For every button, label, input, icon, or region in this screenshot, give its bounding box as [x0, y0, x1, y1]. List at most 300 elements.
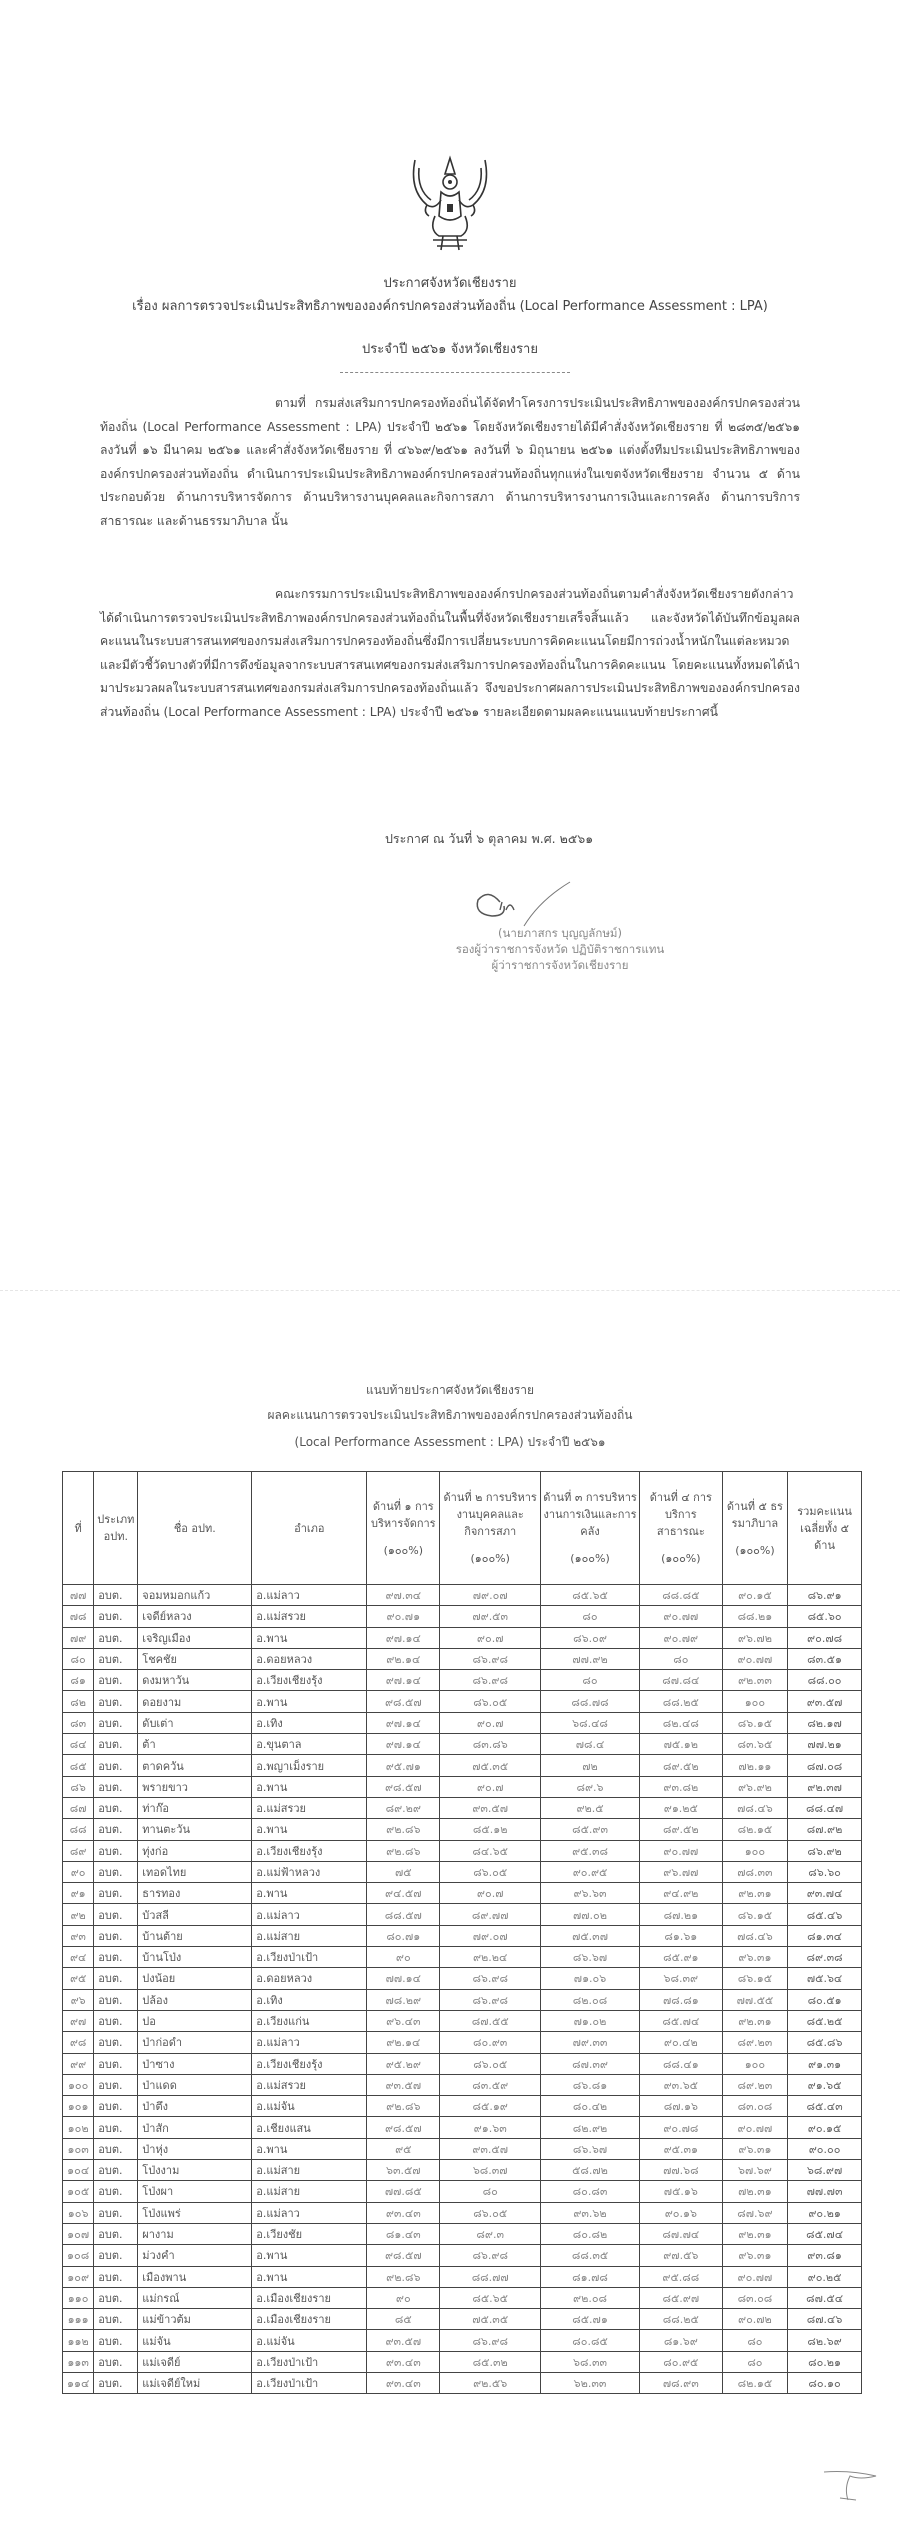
cell-d1: ๙๓.๕๗ — [367, 2074, 440, 2095]
cell-avg: ๙๐.๗๘ — [788, 1627, 862, 1648]
cell-d3: ๘๐ — [541, 1670, 640, 1691]
header-d3-label: ด้านที่ ๓ การบริหารงานการเงินและการคลัง — [543, 1491, 637, 1538]
cell-no: ๑๐๕ — [63, 2181, 94, 2202]
cell-d1: ๙๘.๕๗ — [367, 2117, 440, 2138]
cell-d2: ๘๖.๙๘ — [440, 2330, 541, 2351]
year-line: ประจำปี ๒๕๖๑ จังหวัดเชียงราย — [362, 342, 538, 357]
cell-d4: ๘๑.๖๑ — [639, 1925, 722, 1946]
cell-d3: ๙๐.๙๕ — [541, 1861, 640, 1882]
cell-d1: ๗๗.๘๕ — [367, 2181, 440, 2202]
cell-d2: ๘๖.๙๘ — [440, 1968, 541, 1989]
cell-no: ๘๒ — [63, 1691, 94, 1712]
cell-type: อบต. — [94, 2287, 138, 2308]
cell-no: ๙๔ — [63, 1947, 94, 1968]
cell-no: ๙๗ — [63, 2010, 94, 2031]
cell-d5: ๘๐ — [722, 2330, 787, 2351]
cell-type: อบต. — [94, 2202, 138, 2223]
cell-district: อ.เชียงแสน — [252, 2117, 367, 2138]
cell-name: โป่งผา — [138, 2181, 252, 2202]
cell-d3: ๘๘.๗๘ — [541, 1691, 640, 1712]
cell-district: อ.เมืองเชียงราย — [252, 2309, 367, 2330]
cell-d2: ๙๒.๒๔ — [440, 1947, 541, 1968]
cell-district: อ.แม่สาย — [252, 1925, 367, 1946]
cell-d3: ๘๕.๗๑ — [541, 2309, 640, 2330]
cell-district: อ.เวียงป่าเป้า — [252, 1947, 367, 1968]
cell-d3: ๘๐.๘๒ — [541, 2223, 640, 2244]
cell-name: ดอยงาม — [138, 1691, 252, 1712]
cell-d5: ๘๙.๒๓ — [722, 2032, 787, 2053]
issuer-title: ประกาศจังหวัดเชียงราย — [383, 276, 517, 291]
cell-d5: ๑๐๐ — [722, 1840, 787, 1861]
cell-avg: ๘๖.๙๑ — [788, 1585, 862, 1606]
cell-name: โป่งงาม — [138, 2160, 252, 2181]
signature-block — [440, 925, 680, 973]
cell-d2: ๘๖.๙๘ — [440, 2245, 541, 2266]
cell-d2: ๙๓.๕๗ — [440, 1797, 541, 1818]
cell-d5: ๙๖.๗๒ — [722, 1627, 787, 1648]
cell-d2: ๘๓.๕๙ — [440, 2074, 541, 2095]
cell-d3: ๘๐ — [541, 1606, 640, 1627]
cell-d3: ๙๒.๐๘ — [541, 2287, 640, 2308]
cell-d1: ๗๗.๑๔ — [367, 1968, 440, 1989]
header-d4 — [639, 1472, 722, 1585]
announcement-date: ประกาศ ณ วันที่ ๖ ตุลาคม พ.ศ. ๒๕๖๑ — [385, 831, 594, 846]
signer-position-2: ผู้ว่าราชการจังหวัดเชียงราย — [491, 958, 629, 972]
header-d5-label: ด้านที่ ๕ ธรรมาภิบาล — [726, 1499, 783, 1530]
cell-no: ๑๐๒ — [63, 2117, 94, 2138]
cell-avg: ๘๓.๕๑ — [788, 1648, 862, 1669]
cell-district: อ.พาน — [252, 2245, 367, 2266]
table-row — [63, 2330, 862, 2351]
table-row — [63, 2181, 862, 2202]
cell-district: อ.พาน — [252, 1776, 367, 1797]
cell-name: โป่งแพร่ — [138, 2202, 252, 2223]
cell-d4: ๗๘.๘๑ — [639, 1989, 722, 2010]
cell-d5: ๙๐.๑๕ — [722, 1585, 787, 1606]
cell-d3: ๖๘.๔๘ — [541, 1712, 640, 1733]
cell-d3: ๘๕.๖๕ — [541, 1585, 640, 1606]
table-row — [63, 1840, 862, 1861]
cell-type: อบต. — [94, 1819, 138, 1840]
cell-name: แม่กรณ์ — [138, 2287, 252, 2308]
cell-no: ๙๓ — [63, 1925, 94, 1946]
cell-type: อบต. — [94, 2181, 138, 2202]
cell-d2: ๗๙.๐๗ — [440, 1925, 541, 1946]
table-row — [63, 1670, 862, 1691]
cell-d3: ๘๐.๘๕ — [541, 2330, 640, 2351]
cell-d5: ๙๖.๓๑ — [722, 2138, 787, 2159]
cell-d3: ๗๒ — [541, 1755, 640, 1776]
cell-avg: ๘๘.๐๐ — [788, 1670, 862, 1691]
cell-d4: ๘๙.๕๒ — [639, 1819, 722, 1840]
cell-type: อบต. — [94, 2053, 138, 2074]
table-row — [63, 1691, 862, 1712]
cell-district: อ.แม่สรวย — [252, 1797, 367, 1818]
table-row — [63, 2074, 862, 2095]
cell-district: อ.พาน — [252, 2266, 367, 2287]
table-row — [63, 2351, 862, 2372]
cell-d3: ๗๑.๐๒ — [541, 2010, 640, 2031]
cell-name: ป่าสัก — [138, 2117, 252, 2138]
cell-district: อ.ดอยหลวง — [252, 1968, 367, 1989]
cell-d4: ๙๓.๖๕ — [639, 2074, 722, 2095]
cell-district: อ.แม่สรวย — [252, 2074, 367, 2095]
cell-district: อ.เวียงเชียงรุ้ง — [252, 1670, 367, 1691]
cell-avg: ๘๐.๑๐ — [788, 2372, 862, 2393]
cell-d4: ๙๐.๗๙ — [639, 1627, 722, 1648]
cell-d1: ๘๐.๗๑ — [367, 1925, 440, 1946]
cell-avg: ๘๗.๙๒ — [788, 1819, 862, 1840]
cell-avg: ๘๖.๙๒ — [788, 1840, 862, 1861]
cell-d3: ๘๖.๖๗ — [541, 1947, 640, 1968]
cell-district: อ.แม่สาย — [252, 2181, 367, 2202]
table-row — [63, 2223, 862, 2244]
cell-d1: ๙๘.๕๗ — [367, 1691, 440, 1712]
cell-d4: ๘๕.๗๔ — [639, 2010, 722, 2031]
cell-name: แม่เจดีย์ — [138, 2351, 252, 2372]
cell-district: อ.เวียงเชียงรุ้ง — [252, 1840, 367, 1861]
cell-type: อบต. — [94, 1648, 138, 1669]
cell-no: ๑๑๑ — [63, 2309, 94, 2330]
cell-d5: ๘๓.๖๕ — [722, 1734, 787, 1755]
cell-d5: ๗๗.๕๕ — [722, 1989, 787, 2010]
cell-avg: ๘๐.๒๑ — [788, 2351, 862, 2372]
cell-name: บ้านโป่ง — [138, 1947, 252, 1968]
cell-type: อบต. — [94, 1734, 138, 1755]
cell-no: ๑๐๗ — [63, 2223, 94, 2244]
cell-d5: ๗๘.๔๖ — [722, 1797, 787, 1818]
table-row — [63, 2032, 862, 2053]
cell-name: ท่าก๊อ — [138, 1797, 252, 1818]
cell-d2: ๘๕.๖๕ — [440, 2287, 541, 2308]
cell-d1: ๘๑.๔๓ — [367, 2223, 440, 2244]
table-row — [63, 1989, 862, 2010]
cell-type: อบต. — [94, 1627, 138, 1648]
cell-d1: ๙๐ — [367, 2287, 440, 2308]
cell-d5: ๗๘.๔๖ — [722, 1925, 787, 1946]
cell-d3: ๗๑.๐๖ — [541, 1968, 640, 1989]
cell-d3: ๙๒.๕ — [541, 1797, 640, 1818]
scores-table — [62, 1471, 862, 2394]
cell-d2: ๘๕.๑๙ — [440, 2096, 541, 2117]
cell-d5: ๙๐.๗๗ — [722, 2117, 787, 2138]
table-row — [63, 2309, 862, 2330]
cell-d4: ๘๘.๘๕ — [639, 1585, 722, 1606]
cell-district: อ.ดอยหลวง — [252, 1648, 367, 1669]
table-row — [63, 1648, 862, 1669]
cell-d2: ๘๕.๓๒ — [440, 2351, 541, 2372]
cell-no: ๑๑๐ — [63, 2287, 94, 2308]
cell-d4: ๙๖.๗๗ — [639, 1861, 722, 1882]
cell-no: ๑๑๓ — [63, 2351, 94, 2372]
cell-d4: ๖๘.๓๙ — [639, 1968, 722, 1989]
cell-d3: ๗๗.๙๒ — [541, 1648, 640, 1669]
cell-d1: ๖๓.๕๗ — [367, 2160, 440, 2181]
cell-district: อ.แม่ลาว — [252, 2202, 367, 2223]
cell-d2: ๗๕.๓๕ — [440, 2309, 541, 2330]
table-row — [63, 2245, 862, 2266]
cell-avg: ๘๙.๓๘ — [788, 1947, 862, 1968]
cell-d2: ๙๑.๖๓ — [440, 2117, 541, 2138]
cell-name: ดงมหาวัน — [138, 1670, 252, 1691]
cell-d5: ๘๓.๐๘ — [722, 2287, 787, 2308]
cell-d2: ๖๘.๓๗ — [440, 2160, 541, 2181]
cell-district: อ.พาน — [252, 1627, 367, 1648]
cell-d4: ๗๕.๑๒ — [639, 1734, 722, 1755]
cell-d2: ๘๕.๑๒ — [440, 1819, 541, 1840]
cell-type: อบต. — [94, 1670, 138, 1691]
cell-d5: ๘๒.๑๕ — [722, 1819, 787, 1840]
cell-avg: ๘๗.๔๖ — [788, 2309, 862, 2330]
cell-type: อบต. — [94, 1840, 138, 1861]
cell-avg: ๘๕.๗๔ — [788, 2223, 862, 2244]
cell-d4: ๘๕.๙๑ — [639, 1947, 722, 1968]
header-d2 — [440, 1472, 541, 1585]
cell-d3: ๘๘.๓๕ — [541, 2245, 640, 2266]
cell-no: ๗๙ — [63, 1627, 94, 1648]
cell-name: บ้านต้าย — [138, 1925, 252, 1946]
cell-no: ๘๐ — [63, 1648, 94, 1669]
cell-name: ม่วงคำ — [138, 2245, 252, 2266]
cell-d2: ๘๙.๗๗ — [440, 1904, 541, 1925]
cell-type: อบต. — [94, 2223, 138, 2244]
cell-type: อบต. — [94, 1968, 138, 1989]
cell-no: ๘๖ — [63, 1776, 94, 1797]
cell-d5: ๙๒.๓๓ — [722, 1670, 787, 1691]
cell-no: ๙๕ — [63, 1968, 94, 1989]
cell-d4: ๘๕.๙๗ — [639, 2287, 722, 2308]
cell-d5: ๘๒.๑๕ — [722, 2372, 787, 2393]
cell-d1: ๙๓.๕๗ — [367, 2330, 440, 2351]
cell-type: อบต. — [94, 1585, 138, 1606]
cell-district: อ.พญาเม็งราย — [252, 1755, 367, 1776]
cell-d1: ๙๖.๔๓ — [367, 2010, 440, 2031]
cell-type: อบต. — [94, 2096, 138, 2117]
cell-d5: ๖๗.๖๙ — [722, 2160, 787, 2181]
cell-d5: ๘๐ — [722, 2351, 787, 2372]
cell-d2: ๘๖.๙๘ — [440, 1648, 541, 1669]
cell-no: ๙๘ — [63, 2032, 94, 2053]
cell-avg: ๘๕.๒๕ — [788, 2010, 862, 2031]
cell-avg: ๘๘.๔๗ — [788, 1797, 862, 1818]
initial-mark — [820, 2466, 880, 2506]
cell-no: ๙๐ — [63, 1861, 94, 1882]
cell-d1: ๙๕.๒๙ — [367, 2053, 440, 2074]
cell-d3: ๘๒.๙๒ — [541, 2117, 640, 2138]
cell-district: อ.เทิง — [252, 1712, 367, 1733]
cell-d1: ๙๗.๓๔ — [367, 1585, 440, 1606]
subject-line: เรื่อง ผลการตรวจประเมินประสิทธิภาพขององค์กรปกครองส่วนท้องถิ่น (Local Performance Assessment : LPA) — [132, 299, 768, 314]
cell-type: อบต. — [94, 2160, 138, 2181]
cell-avg: ๙๑.๓๑ — [788, 2053, 862, 2074]
cell-no: ๗๘ — [63, 1606, 94, 1627]
header-d4-pct: (๑๐๐%) — [661, 1552, 701, 1565]
cell-no: ๗๗ — [63, 1585, 94, 1606]
cell-d4: ๘๗.๑๖ — [639, 2096, 722, 2117]
cell-no: ๑๐๐ — [63, 2074, 94, 2095]
cell-d4: ๙๕.๘๘ — [639, 2266, 722, 2287]
cell-d2: ๘๐ — [440, 2181, 541, 2202]
cell-type: อบต. — [94, 1947, 138, 1968]
cell-district: อ.เมืองเชียงราย — [252, 2287, 367, 2308]
table-row — [63, 2053, 862, 2074]
cell-district: อ.แม่จัน — [252, 2330, 367, 2351]
cell-d1: ๙๔.๕๗ — [367, 1883, 440, 1904]
cell-avg: ๙๐.๒๕ — [788, 2266, 862, 2287]
cell-type: อบต. — [94, 2309, 138, 2330]
cell-avg: ๙๓.๘๑ — [788, 2245, 862, 2266]
cell-d2: ๘๖.๙๘ — [440, 1670, 541, 1691]
cell-avg: ๘๕.๔๓ — [788, 2096, 862, 2117]
cell-name: เทอดไทย — [138, 1861, 252, 1882]
cell-d1: ๙๗.๑๔ — [367, 1670, 440, 1691]
handwritten-signature — [470, 880, 580, 930]
cell-d3: ๗๘.๔ — [541, 1734, 640, 1755]
cell-d1: ๙๕ — [367, 2138, 440, 2159]
table-row — [63, 1819, 862, 1840]
paragraph-1: ตามที่ กรมส่งเสริมการปกครองท้องถิ่นได้จัดทำโครงการประเมินประสิทธิภาพขององค์กรปกครองส่วนท้องถิ่น (Local Performance Assessment : LPA) ประจำปี ๒๕๖๑ โดยจังหวัดเชียงรายได้มีคำสั่งจังหวัดเชียงราย ที่ ๒๘๓๕/๒๕๖๑ ลงวันที่ ๑๖ มีนาคม ๒๕๖๑ และคำสั่งจังหวัดเชียงราย ที่ ๔๖๖๙/๒๕๖๑ ลงวันที่ ๖ มิถุนายน ๒๕๖๑ แต่งตั้งทีมประเมินประสิทธิภาพขององค์กรปกครองส่วนท้องถิ่น ดำเนินการประเมินประสิทธิภาพองค์กรปกครองส่วนท้องถิ่นทุกแห่งในเขตจังหวัดเชียงราย จำนวน ๕ ด้าน ประกอบด้วย ด้านการบริหารจัดการ ด้านบริหารงานบุคคลและกิจการสภา ด้านการบริหารงานการเงินและการคลัง ด้านการบริการสาธารณะ และด้านธรรมาภิบาล นั้น — [100, 396, 800, 528]
cell-name: ต้า — [138, 1734, 252, 1755]
cell-d1: ๙๒.๘๖ — [367, 2096, 440, 2117]
cell-d4: ๙๗.๕๖ — [639, 2245, 722, 2266]
table-row — [63, 1861, 862, 1882]
cell-avg: ๘๕.๔๖ — [788, 1904, 862, 1925]
header-district: อำเภอ — [252, 1472, 367, 1585]
cell-d2: ๘๖.๐๕ — [440, 2053, 541, 2074]
table-row — [63, 1925, 862, 1946]
cell-name: แม่จัน — [138, 2330, 252, 2351]
cell-type: อบต. — [94, 2032, 138, 2053]
annex-subtitle-2: (Local Performance Assessment : LPA) ประจำปี ๒๕๖๑ — [294, 1435, 606, 1449]
cell-d5: ๗๘.๓๓ — [722, 1861, 787, 1882]
cell-d1: ๙๒.๑๔ — [367, 1648, 440, 1669]
cell-name: พรายขาว — [138, 1776, 252, 1797]
table-row — [63, 1883, 862, 1904]
cell-type: อบต. — [94, 1925, 138, 1946]
garuda-emblem-icon — [405, 150, 495, 260]
header-d1-label: ด้านที่ ๑ การบริหารจัดการ — [371, 1499, 436, 1530]
table-row — [63, 1968, 862, 1989]
cell-no: ๑๐๖ — [63, 2202, 94, 2223]
table-row — [63, 2010, 862, 2031]
cell-d2: ๘๖.๐๕ — [440, 2202, 541, 2223]
annex-subtitle: ผลคะแนนการตรวจประเมินประสิทธิภาพขององค์กรปกครองส่วนท้องถิ่น — [267, 1408, 633, 1422]
cell-d1: ๙๐ — [367, 1947, 440, 1968]
cell-d1: ๘๕ — [367, 2309, 440, 2330]
cell-d4: ๙๔.๙๒ — [639, 1883, 722, 1904]
cell-d3: ๘๖.๘๑ — [541, 2074, 640, 2095]
cell-d5: ๙๒.๓๑ — [722, 2010, 787, 2031]
cell-d4: ๗๘.๙๓ — [639, 2372, 722, 2393]
cell-d2: ๙๐.๗ — [440, 1776, 541, 1797]
cell-d4: ๘๒.๔๘ — [639, 1712, 722, 1733]
cell-district: อ.แม่สรวย — [252, 1606, 367, 1627]
header-name: ชื่อ อปท. — [138, 1472, 252, 1585]
header-d3-pct: (๑๐๐%) — [570, 1552, 610, 1565]
cell-d1: ๘๘.๕๗ — [367, 1904, 440, 1925]
cell-d3: ๘๕.๙๓ — [541, 1819, 640, 1840]
table-row — [63, 1734, 862, 1755]
cell-d4: ๘๗.๘๔ — [639, 1670, 722, 1691]
cell-avg: ๘๕.๖๐ — [788, 1606, 862, 1627]
signer-position: รองผู้ว่าราชการจังหวัด ปฏิบัติราชการแทน — [455, 942, 665, 956]
cell-d3: ๖๒.๓๓ — [541, 2372, 640, 2393]
cell-district: อ.แม่ลาว — [252, 1904, 367, 1925]
cell-d5: ๘๖.๑๕ — [722, 1968, 787, 1989]
cell-avg: ๙๑.๖๕ — [788, 2074, 862, 2095]
cell-no: ๘๕ — [63, 1755, 94, 1776]
header-d5 — [722, 1472, 787, 1585]
cell-type: อบต. — [94, 1989, 138, 2010]
cell-avg: ๙๐.๐๐ — [788, 2138, 862, 2159]
cell-type: อบต. — [94, 2074, 138, 2095]
cell-d2: ๗๙.๐๗ — [440, 1585, 541, 1606]
cell-d4: ๘๗.๗๔ — [639, 2223, 722, 2244]
cell-no: ๑๐๘ — [63, 2245, 94, 2266]
signer-name: (นายภาสกร บุญญลักษม์) — [498, 926, 622, 940]
cell-type: อบต. — [94, 2330, 138, 2351]
cell-d1: ๘๙.๒๙ — [367, 1797, 440, 1818]
cell-d3: ๘๑.๗๘ — [541, 2266, 640, 2287]
cell-d2: ๗๕.๓๕ — [440, 1755, 541, 1776]
cell-name: ผางาม — [138, 2223, 252, 2244]
cell-type: อบต. — [94, 1861, 138, 1882]
cell-name: ป่าตึง — [138, 2096, 252, 2117]
annex-title: แนบท้ายประกาศจังหวัดเชียงราย — [365, 1383, 535, 1397]
cell-no: ๙๖ — [63, 1989, 94, 2010]
cell-d3: ๙๕.๓๘ — [541, 1840, 640, 1861]
cell-no: ๘๓ — [63, 1712, 94, 1733]
cell-avg: ๖๘.๙๗ — [788, 2160, 862, 2181]
cell-no: ๘๙ — [63, 1840, 94, 1861]
table-row — [63, 1606, 862, 1627]
cell-d5: ๙๐.๗๗ — [722, 1648, 787, 1669]
cell-d5: ๗๒.๓๑ — [722, 2181, 787, 2202]
cell-d2: ๘๗.๕๕ — [440, 2010, 541, 2031]
table-row — [63, 2138, 862, 2159]
table-row — [63, 1627, 862, 1648]
cell-d1: ๙๐.๗๑ — [367, 1606, 440, 1627]
cell-d3: ๗๗.๐๒ — [541, 1904, 640, 1925]
cell-district: อ.เทิง — [252, 1989, 367, 2010]
cell-name: ทานตะวัน — [138, 1819, 252, 1840]
cell-type: อบต. — [94, 1904, 138, 1925]
table-row — [63, 2372, 862, 2393]
cell-no: ๙๒ — [63, 1904, 94, 1925]
cell-district: อ.ขุนตาล — [252, 1734, 367, 1755]
cell-d4: ๙๓.๘๒ — [639, 1776, 722, 1797]
cell-d2: ๘๔.๖๕ — [440, 1840, 541, 1861]
cell-avg: ๙๐.๑๕ — [788, 2117, 862, 2138]
cell-d4: ๘๘.๔๑ — [639, 2053, 722, 2074]
cell-d5: ๙๐.๗๒ — [722, 2309, 787, 2330]
cell-d5: ๙๒.๓๑ — [722, 1883, 787, 1904]
cell-d2: ๗๙.๕๓ — [440, 1606, 541, 1627]
cell-d5: ๑๐๐ — [722, 1691, 787, 1712]
cell-district: อ.แม่จัน — [252, 2096, 367, 2117]
cell-d4: ๙๐.๗๗ — [639, 1840, 722, 1861]
cell-name: ป่าก่อดำ — [138, 2032, 252, 2053]
cell-d5: ๙๐.๗๗ — [722, 2266, 787, 2287]
cell-type: อบต. — [94, 1883, 138, 1904]
cell-name: ทุ่งก่อ — [138, 1840, 252, 1861]
cell-name: ปงน้อย — [138, 1968, 252, 1989]
table-row — [63, 2266, 862, 2287]
cell-d4: ๗๗.๖๘ — [639, 2160, 722, 2181]
cell-no: ๑๑๒ — [63, 2330, 94, 2351]
cell-d4: ๘๐ — [639, 1648, 722, 1669]
cell-type: อบต. — [94, 2245, 138, 2266]
